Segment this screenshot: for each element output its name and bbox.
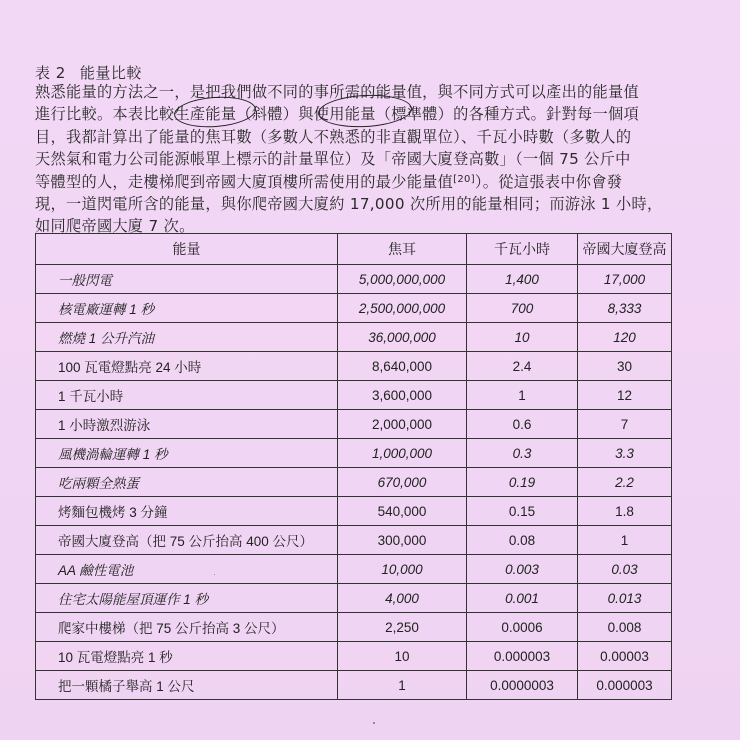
table-header-row	[36, 234, 672, 265]
row-esb: 2.2	[578, 468, 672, 497]
row-label: 100 瓦電燈點亮 24 小時	[36, 352, 338, 381]
paragraph-line: 如同爬帝國大廈 7 次。	[35, 217, 195, 236]
row-kwh: 0.001	[467, 584, 578, 613]
row-esb: 3.3	[578, 439, 672, 468]
paragraph-line: 熟悉能量的方法之一，是把我們做不同的事所需的能量值，與不同方式可以產出的能量值	[35, 83, 640, 101]
row-esb: 0.000003	[578, 671, 672, 700]
table-row	[36, 497, 672, 526]
table-row	[36, 381, 672, 410]
row-kwh: 0.6	[467, 410, 578, 439]
row-label: 一般閃電	[36, 265, 338, 294]
paragraph-line: 天然氣和電力公司能源帳單上標示的計量單位）及「帝國大廈登高數」（一個 75 公斤中	[35, 150, 631, 169]
row-esb: 1	[578, 526, 672, 555]
row-joules: 2,000,000	[338, 410, 467, 439]
table-row	[36, 468, 672, 497]
table-row	[36, 642, 672, 671]
row-label: 1 小時激烈游泳	[36, 410, 338, 439]
row-label: 把一顆橘子舉高 1 公尺	[36, 671, 338, 700]
row-label: 吃兩顆全熟蛋	[36, 468, 338, 497]
row-joules: 670,000	[338, 468, 467, 497]
row-label: 核電廠運轉 1 秒	[36, 294, 338, 323]
row-esb: 30	[578, 352, 672, 381]
table-row	[36, 671, 672, 700]
row-label: 燃燒 1 公升汽油	[36, 323, 338, 352]
row-kwh: 1,400	[467, 265, 578, 294]
row-esb: 7	[578, 410, 672, 439]
table-row	[36, 584, 672, 613]
row-label: 1 千瓦小時	[36, 381, 338, 410]
row-joules: 2,500,000,000	[338, 294, 467, 323]
row-kwh: 0.003	[467, 555, 578, 584]
scan-speck	[373, 722, 375, 724]
intro-paragraph	[35, 81, 675, 238]
row-kwh: 1	[467, 381, 578, 410]
row-label: 烤麵包機烤 3 分鐘	[36, 497, 338, 526]
paragraph-line	[35, 171, 675, 193]
table-row	[36, 613, 672, 642]
row-kwh: 700	[467, 294, 578, 323]
paragraph-line: 現，一道閃電所含的能量，與你爬帝國大廈約 17,000 次所用的能量相同；而游泳 1 小時，	[35, 195, 663, 214]
row-kwh: 0.15	[467, 497, 578, 526]
row-joules: 10,000	[338, 555, 467, 584]
row-joules: 3,600,000	[338, 381, 467, 410]
row-esb: 1.8	[578, 497, 672, 526]
row-esb: 120	[578, 323, 672, 352]
row-joules: 10	[338, 642, 467, 671]
row-esb: 0.03	[578, 555, 672, 584]
row-esb: 0.008	[578, 613, 672, 642]
table-number: 表 2	[35, 64, 66, 82]
row-esb: 12	[578, 381, 672, 410]
row-joules: 8,640,000	[338, 352, 467, 381]
row-kwh: 2.4	[467, 352, 578, 381]
row-joules: 1	[338, 671, 467, 700]
paragraph-line: 目，我都計算出了能量的焦耳數（多數人不熟悉的非直觀單位）、千瓦小時數（多數人的	[35, 127, 632, 146]
table-row	[36, 294, 672, 323]
row-esb: 0.00003	[578, 642, 672, 671]
row-joules: 36,000,000	[338, 323, 467, 352]
table-title: 能量比較	[79, 64, 142, 82]
row-esb: 0.013	[578, 584, 672, 613]
paragraph-line-tail: ）。從這張表中你會發	[474, 172, 623, 191]
table-row	[36, 526, 672, 555]
table-row	[36, 352, 672, 381]
header-joules: 焦耳	[338, 234, 467, 265]
row-label: 風機渦輪運轉 1 秒	[36, 439, 338, 468]
header-kwh: 千瓦小時	[467, 234, 578, 265]
row-esb: 17,000	[578, 265, 672, 294]
row-joules: 540,000	[338, 497, 467, 526]
row-kwh: 0.08	[467, 526, 578, 555]
row-kwh: 10	[467, 323, 578, 352]
table-row	[36, 555, 672, 584]
paragraph-line: 進行比較。本表比較生產能量（斜體）與使用能量（標準體）的各種方式。針對每一個項	[35, 105, 640, 124]
row-label: 10 瓦電燈點亮 1 秒	[36, 642, 338, 671]
row-kwh: 0.0000003	[467, 671, 578, 700]
row-joules: 4,000	[338, 584, 467, 613]
citation-ref: [20]	[453, 173, 475, 185]
row-kwh: 0.0006	[467, 613, 578, 642]
row-joules: 2,250	[338, 613, 467, 642]
row-kwh: 0.000003	[467, 642, 578, 671]
row-kwh: 0.3	[467, 439, 578, 468]
row-kwh: 0.19	[467, 468, 578, 497]
table-caption	[35, 63, 142, 83]
paragraph-line-text: 等體型的人，走樓梯爬到帝國大廈頂樓所需使用的最少能量值	[35, 172, 454, 191]
row-joules: 5,000,000,000	[338, 265, 467, 294]
scan-speck	[214, 574, 215, 575]
table-row	[36, 410, 672, 439]
table-row	[36, 323, 672, 352]
energy-comparison-table	[35, 233, 672, 700]
row-label: 住宅太陽能屋頂運作 1 秒	[36, 584, 338, 613]
header-esb-climbs: 帝國大廈登高	[578, 234, 672, 265]
row-joules: 1,000,000	[338, 439, 467, 468]
header-energy: 能量	[36, 234, 338, 265]
row-label: AA 鹼性電池	[36, 555, 338, 584]
row-label: 爬家中樓梯（把 75 公斤抬高 3 公尺）	[36, 613, 338, 642]
table-row	[36, 439, 672, 468]
row-esb: 8,333	[578, 294, 672, 323]
row-label: 帝國大廈登高（把 75 公斤抬高 400 公尺）	[36, 526, 338, 555]
row-joules: 300,000	[338, 526, 467, 555]
table-row	[36, 265, 672, 294]
